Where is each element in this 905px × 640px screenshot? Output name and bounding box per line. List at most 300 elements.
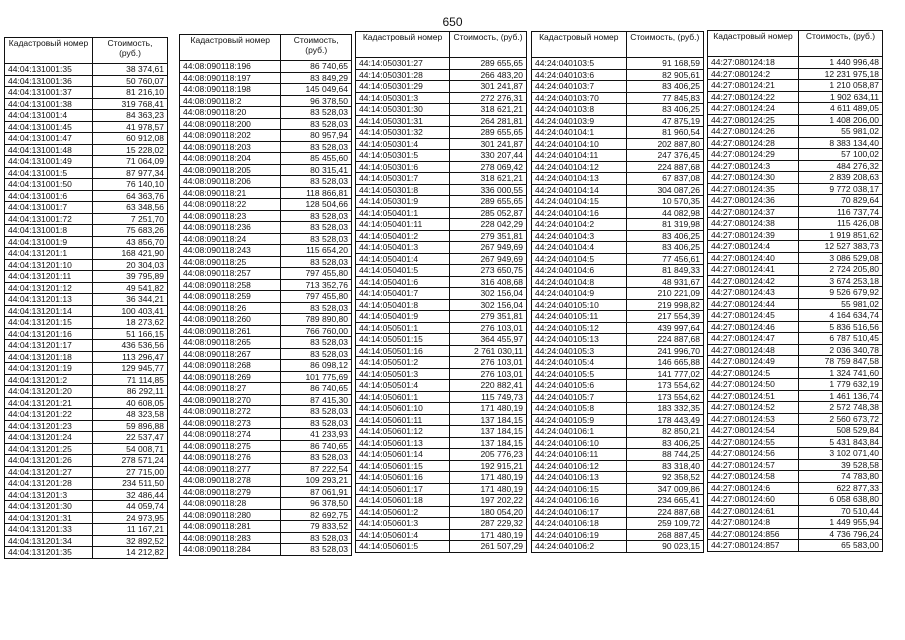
cost-cell: 261 507,29 (450, 541, 527, 553)
table-row (5, 535, 168, 547)
table-row (356, 288, 527, 300)
cadastral-number-cell: 44:24:040104:11 (532, 150, 627, 162)
cost-cell: 91 168,59 (626, 58, 703, 70)
cost-cell: 289 655,65 (450, 196, 527, 208)
table-row (708, 528, 883, 540)
cadastral-number-cell: 44:24:040104:13 (532, 173, 627, 185)
cost-cell: 234 511,50 (93, 478, 168, 490)
cost-cell: 302 156,04 (450, 288, 527, 300)
cost-cell: 168 421,90 (93, 248, 168, 260)
table-row (532, 115, 704, 127)
cadastral-number-cell: 44:14:050601:2 (356, 506, 450, 518)
cadastral-number-cell: 44:04:131201:21 (5, 397, 93, 409)
table-row (356, 529, 527, 541)
cost-cell: 1 440 996,48 (799, 57, 883, 69)
cost-cell: 128 504,66 (281, 199, 352, 211)
cadastral-number-cell: 44:24:040106:2 (532, 541, 627, 553)
cost-cell: 83 528,03 (281, 348, 352, 360)
table-row (5, 282, 168, 294)
cost-cell: 285 052,87 (450, 207, 527, 219)
cost-header: Стоимость, (руб.) (450, 32, 527, 58)
table-row (180, 337, 352, 349)
cost-cell: 1 210 058,87 (799, 80, 883, 92)
table-row (5, 156, 168, 168)
cost-cell: 14 212,82 (93, 547, 168, 559)
table-row (180, 61, 352, 73)
cost-cell: 79 833,52 (281, 521, 352, 533)
cadastral-number-cell: 44:08:090118:281 (180, 521, 281, 533)
cost-cell: 65 583,00 (799, 540, 883, 552)
cost-cell: 224 887,68 (626, 506, 703, 518)
cost-cell: 228 042,29 (450, 219, 527, 231)
cadastral-number-cell: 44:04:131001:72 (5, 213, 93, 225)
cadastral-number-cell: 44:14:050601:17 (356, 483, 450, 495)
table-row (708, 57, 883, 69)
cost-cell: 96 378,50 (281, 498, 352, 510)
table-row (532, 173, 704, 185)
cadastral-number-cell: 44:08:090118:204 (180, 153, 281, 165)
cost-cell: 508 529,84 (799, 425, 883, 437)
cadastral-number-cell: 44:08:090118:260 (180, 314, 281, 326)
cost-cell: 336 000,55 (450, 184, 527, 196)
table-row (356, 161, 527, 173)
cost-cell: 48 323,58 (93, 409, 168, 421)
cost-cell: 64 363,76 (93, 190, 168, 202)
table-row (5, 133, 168, 145)
cadastral-number-cell: 44:04:131201:27 (5, 466, 93, 478)
cost-header: Стоимость, (руб.) (93, 38, 168, 64)
cost-cell: 74 783,80 (799, 471, 883, 483)
cadastral-number-cell: 44:14:050401:3 (356, 242, 450, 254)
cost-cell: 364 455,97 (450, 334, 527, 346)
table-row (180, 394, 352, 406)
cadastral-number-cell: 44:27:080124:52 (708, 402, 799, 414)
table-row (356, 196, 527, 208)
cost-cell: 141 777,02 (626, 368, 703, 380)
cadastral-number-cell: 44:14:050401:8 (356, 299, 450, 311)
table-row (532, 541, 704, 553)
table-row (356, 391, 527, 403)
table-row (180, 544, 352, 556)
table-row (5, 271, 168, 283)
cadastral-number-cell: 44:08:090118:279 (180, 486, 281, 498)
cost-cell: 83 528,03 (281, 544, 352, 556)
cadastral-number-cell: 44:08:090118:280 (180, 509, 281, 521)
table-row (180, 463, 352, 475)
cadastral-number-cell: 44:14:050501:2 (356, 357, 450, 369)
cadastral-number-cell: 44:04:131001:6 (5, 190, 93, 202)
table-row (5, 363, 168, 375)
table-row (180, 429, 352, 441)
table-row (532, 322, 704, 334)
cost-cell: 82 850,21 (626, 426, 703, 438)
cadastral-number-header: Кадастровый номер (180, 35, 281, 61)
table-row (5, 420, 168, 432)
table-row (180, 314, 352, 326)
cadastral-number-cell: 44:04:131001:50 (5, 179, 93, 191)
cadastral-number-cell: 44:04:131201:10 (5, 259, 93, 271)
cost-cell: 83 528,03 (281, 256, 352, 268)
table-row (180, 279, 352, 291)
cost-cell: 3 102 071,40 (799, 448, 883, 460)
cadastral-number-cell: 44:14:050601:14 (356, 449, 450, 461)
table-row (5, 305, 168, 317)
cadastral-number-cell: 44:24:040105:5 (532, 368, 627, 380)
table-row (5, 443, 168, 455)
cadastral-number-cell: 44:24:040106:17 (532, 506, 627, 518)
cost-cell: 1 902 634,11 (799, 91, 883, 103)
cadastral-number-cell: 44:08:090118:269 (180, 371, 281, 383)
cadastral-number-cell: 44:08:090118:23 (180, 210, 281, 222)
cadastral-number-cell: 44:14:050301:28 (356, 69, 450, 81)
cost-cell: 347 009,86 (626, 483, 703, 495)
cost-cell: 63 348,56 (93, 202, 168, 214)
cadastral-number-cell: 44:08:090118:259 (180, 291, 281, 303)
cost-cell: 330 207,44 (450, 150, 527, 162)
table-row (180, 118, 352, 130)
cost-cell: 55 981,02 (799, 298, 883, 310)
cost-cell: 220 882,41 (450, 380, 527, 392)
cost-cell: 301 241,87 (450, 138, 527, 150)
cost-cell: 18 273,62 (93, 317, 168, 329)
cadastral-number-cell: 44:24:040106:11 (532, 449, 627, 461)
cadastral-number-cell: 44:08:090118:258 (180, 279, 281, 291)
table-row (5, 167, 168, 179)
cadastral-number-cell: 44:14:050601:12 (356, 426, 450, 438)
table-row (708, 195, 883, 207)
cadastral-number-cell: 44:24:040106:1 (532, 426, 627, 438)
cost-cell: 137 184,15 (450, 426, 527, 438)
cost-cell: 86 740,65 (281, 383, 352, 395)
cadastral-number-cell: 44:04:131201:18 (5, 351, 93, 363)
cadastral-number-header: Кадастровый номер (356, 32, 450, 58)
cadastral-number-cell: 44:04:131201:16 (5, 328, 93, 340)
cost-cell: 83 528,03 (281, 406, 352, 418)
cost-cell: 96 378,50 (281, 95, 352, 107)
cadastral-number-cell: 44:24:040106:16 (532, 495, 627, 507)
table-row (532, 483, 704, 495)
table-row (5, 294, 168, 306)
cost-table-1 (4, 37, 168, 559)
table-row (356, 460, 527, 472)
cost-cell: 439 997,64 (626, 322, 703, 334)
cadastral-number-cell: 44:14:050401:1 (356, 207, 450, 219)
cadastral-number-cell: 44:04:131201:25 (5, 443, 93, 455)
table-row (5, 432, 168, 444)
cadastral-number-cell: 44:24:040105:7 (532, 391, 627, 403)
table-row (180, 440, 352, 452)
cadastral-number-cell: 44:24:040104:1 (532, 127, 627, 139)
cost-cell: 302 156,04 (450, 299, 527, 311)
cadastral-number-cell: 44:08:090118:22 (180, 199, 281, 211)
table-row (180, 452, 352, 464)
table-row (5, 466, 168, 478)
table-row (532, 184, 704, 196)
cost-cell: 83 528,03 (281, 141, 352, 153)
table-row (5, 374, 168, 386)
table-row (532, 437, 704, 449)
cost-cell: 109 293,21 (281, 475, 352, 487)
table-row (532, 299, 704, 311)
table-row (356, 69, 527, 81)
table-row (708, 172, 883, 184)
cost-cell: 797 455,80 (281, 291, 352, 303)
cadastral-number-cell: 44:24:040104:14 (532, 184, 627, 196)
cadastral-number-cell: 44:24:040105:8 (532, 403, 627, 415)
cadastral-number-cell: 44:24:040104:3 (532, 230, 627, 242)
cadastral-number-cell: 44:14:050301:32 (356, 127, 450, 139)
table-row (356, 414, 527, 426)
cost-cell: 57 100,02 (799, 149, 883, 161)
cadastral-number-cell: 44:27:080124:2 (708, 68, 799, 80)
cadastral-number-cell: 44:27:080124:46 (708, 321, 799, 333)
cadastral-number-cell: 44:14:050601:10 (356, 403, 450, 415)
cost-cell: 279 351,81 (450, 311, 527, 323)
cadastral-number-cell: 44:04:131201:34 (5, 535, 93, 547)
table-row (356, 81, 527, 93)
table-row (532, 334, 704, 346)
cost-cell: 1 449 955,94 (799, 517, 883, 529)
table-row (356, 265, 527, 277)
cadastral-number-cell: 44:08:090118:206 (180, 176, 281, 188)
cost-cell: 36 344,21 (93, 294, 168, 306)
table-row (5, 501, 168, 513)
table-row (708, 356, 883, 368)
cost-cell: 178 443,49 (626, 414, 703, 426)
cost-cell: 38 374,61 (93, 64, 168, 76)
cadastral-number-cell: 44:24:040106:15 (532, 483, 627, 495)
table-row (356, 449, 527, 461)
table-row (356, 138, 527, 150)
cost-cell: 180 054,20 (450, 506, 527, 518)
cadastral-number-cell: 44:08:090118:267 (180, 348, 281, 360)
table-row (5, 512, 168, 524)
cost-cell: 10 570,35 (626, 196, 703, 208)
cadastral-number-cell: 44:24:040105:4 (532, 357, 627, 369)
cost-cell: 267 949,69 (450, 253, 527, 265)
table-row (532, 92, 704, 104)
table-row (532, 242, 704, 254)
cost-cell: 81 319,98 (626, 219, 703, 231)
table-row (5, 478, 168, 490)
cadastral-number-cell: 44:24:040104:10 (532, 138, 627, 150)
cost-cell: 4 164 634,74 (799, 310, 883, 322)
cost-cell: 3 086 529,08 (799, 252, 883, 264)
cost-cell: 47 875,19 (626, 115, 703, 127)
table-row (5, 524, 168, 536)
table-row (180, 72, 352, 84)
cadastral-number-cell: 44:04:131201:2 (5, 374, 93, 386)
cost-cell: 4 736 796,24 (799, 528, 883, 540)
cost-cell: 81 960,54 (626, 127, 703, 139)
table-row (532, 311, 704, 323)
table-row (5, 259, 168, 271)
cadastral-number-cell: 44:14:050401:9 (356, 311, 450, 323)
cost-cell: 278 069,42 (450, 161, 527, 173)
table-row (356, 518, 527, 530)
table-row (356, 276, 527, 288)
cadastral-number-cell: 44:08:090118:20 (180, 107, 281, 119)
table-row (356, 173, 527, 185)
cost-cell: 20 304,03 (93, 259, 168, 271)
cost-cell: 268 887,45 (626, 529, 703, 541)
cost-cell: 77 456,61 (626, 253, 703, 265)
cadastral-number-cell: 44:08:090118:275 (180, 440, 281, 452)
table-row (180, 164, 352, 176)
cost-cell: 85 455,60 (281, 153, 352, 165)
cost-cell: 797 455,80 (281, 268, 352, 280)
cost-cell: 183 332,35 (626, 403, 703, 415)
cadastral-number-cell: 44:27:080124:39 (708, 229, 799, 241)
cadastral-number-cell: 44:27:080124:45 (708, 310, 799, 322)
cadastral-number-header: Кадастровый номер (532, 32, 627, 58)
cadastral-number-cell: 44:27:080124:58 (708, 471, 799, 483)
table-row (356, 299, 527, 311)
cost-table-2 (179, 34, 352, 556)
table-row (180, 509, 352, 521)
cadastral-number-cell: 44:08:090118:257 (180, 268, 281, 280)
cost-cell: 192 915,21 (450, 460, 527, 472)
cadastral-number-cell: 44:14:050401:2 (356, 230, 450, 242)
table-row (532, 265, 704, 277)
table-row (5, 213, 168, 225)
cadastral-number-cell: 44:27:080124:56 (708, 448, 799, 460)
cadastral-number-cell: 44:27:080124:50 (708, 379, 799, 391)
cadastral-number-cell: 44:27:080124:29 (708, 149, 799, 161)
table-row (708, 229, 883, 241)
cadastral-number-cell: 44:14:050301:5 (356, 150, 450, 162)
table-row (5, 547, 168, 559)
cost-cell: 87 415,30 (281, 394, 352, 406)
table-row (708, 505, 883, 517)
table-row (180, 406, 352, 418)
table-row (180, 130, 352, 142)
cadastral-number-cell: 44:27:080124:43 (708, 287, 799, 299)
cadastral-number-cell: 44:08:090118:198 (180, 84, 281, 96)
table-row (708, 379, 883, 391)
table-row (180, 302, 352, 314)
cadastral-number-cell: 44:04:131001:36 (5, 75, 93, 87)
table-row (532, 380, 704, 392)
cadastral-number-cell: 44:27:080124:35 (708, 183, 799, 195)
cadastral-number-cell: 44:24:040104:12 (532, 161, 627, 173)
cadastral-number-cell: 44:08:090118:284 (180, 544, 281, 556)
table-row (532, 345, 704, 357)
cost-cell: 32 486,44 (93, 489, 168, 501)
cost-cell: 789 890,80 (281, 314, 352, 326)
cost-cell: 2 839 208,63 (799, 172, 883, 184)
cadastral-number-cell: 44:24:040105:3 (532, 345, 627, 357)
cost-cell: 82 692,75 (281, 509, 352, 521)
cadastral-number-cell: 44:27:080124:48 (708, 344, 799, 356)
cost-cell: 247 376,45 (626, 150, 703, 162)
table-row (356, 426, 527, 438)
table-row (356, 541, 527, 553)
table-row (356, 495, 527, 507)
cadastral-number-cell: 44:14:050601:18 (356, 495, 450, 507)
table-row (532, 104, 704, 116)
cadastral-number-cell: 44:04:131001:49 (5, 156, 93, 168)
cost-cell: 318 621,21 (450, 173, 527, 185)
cost-cell: 41 978,57 (93, 121, 168, 133)
cadastral-number-cell: 44:08:090118:272 (180, 406, 281, 418)
cost-cell: 76 140,10 (93, 179, 168, 191)
cost-cell: 12 231 975,18 (799, 68, 883, 80)
cost-cell: 83 406,25 (626, 242, 703, 254)
table-row (5, 64, 168, 76)
table-row (708, 333, 883, 345)
cost-cell: 50 760,07 (93, 75, 168, 87)
table-row (708, 149, 883, 161)
table-row (708, 517, 883, 529)
cadastral-number-cell: 44:27:080124:3 (708, 160, 799, 172)
cost-cell: 118 866,81 (281, 187, 352, 199)
table-row (708, 459, 883, 471)
table-row (5, 317, 168, 329)
cost-cell: 101 775,69 (281, 371, 352, 383)
cost-cell: 146 665,88 (626, 357, 703, 369)
cost-cell: 83 528,03 (281, 337, 352, 349)
table-row (180, 222, 352, 234)
cost-cell: 83 528,03 (281, 452, 352, 464)
cost-table-5 (707, 30, 883, 552)
cadastral-number-cell: 44:27:080124:36 (708, 195, 799, 207)
cost-cell: 83 406,25 (626, 104, 703, 116)
cadastral-number-cell: 44:08:090118:278 (180, 475, 281, 487)
table-row (356, 368, 527, 380)
table-row (180, 532, 352, 544)
table-row (5, 248, 168, 260)
cadastral-number-cell: 44:27:080124:47 (708, 333, 799, 345)
cadastral-number-cell: 44:14:050301:4 (356, 138, 450, 150)
table-row (5, 225, 168, 237)
cadastral-number-cell: 44:27:080124:30 (708, 172, 799, 184)
table-row (180, 176, 352, 188)
cadastral-number-cell: 44:14:050301:6 (356, 161, 450, 173)
table-row (532, 230, 704, 242)
cadastral-number-cell: 44:14:050301:3 (356, 92, 450, 104)
table-row (5, 190, 168, 202)
cost-cell: 9 772 038,17 (799, 183, 883, 195)
table-row (180, 383, 352, 395)
cadastral-number-cell: 44:24:040105:6 (532, 380, 627, 392)
cadastral-number-cell: 44:27:080124:38 (708, 218, 799, 230)
table-row (5, 87, 168, 99)
table-row (356, 150, 527, 162)
cost-cell: 316 408,68 (450, 276, 527, 288)
cost-cell: 224 887,68 (626, 161, 703, 173)
table-row (532, 403, 704, 415)
table-row (532, 207, 704, 219)
cadastral-number-cell: 44:14:050601:5 (356, 541, 450, 553)
cost-cell: 205 776,23 (450, 449, 527, 461)
table-row (356, 115, 527, 127)
cost-cell: 87 977,34 (93, 167, 168, 179)
table-row (708, 264, 883, 276)
cadastral-number-cell: 44:04:131201:20 (5, 386, 93, 398)
cadastral-number-cell: 44:27:080124:61 (708, 505, 799, 517)
cadastral-number-cell: 44:24:040106:13 (532, 472, 627, 484)
cadastral-number-cell: 44:04:131001:35 (5, 64, 93, 76)
table-row (356, 334, 527, 346)
cost-cell: 266 483,20 (450, 69, 527, 81)
table-row (5, 144, 168, 156)
table-row (5, 351, 168, 363)
cost-cell: 279 351,81 (450, 230, 527, 242)
cost-cell: 5 431 843,84 (799, 436, 883, 448)
table-row (708, 436, 883, 448)
cost-cell: 88 744,25 (626, 449, 703, 461)
